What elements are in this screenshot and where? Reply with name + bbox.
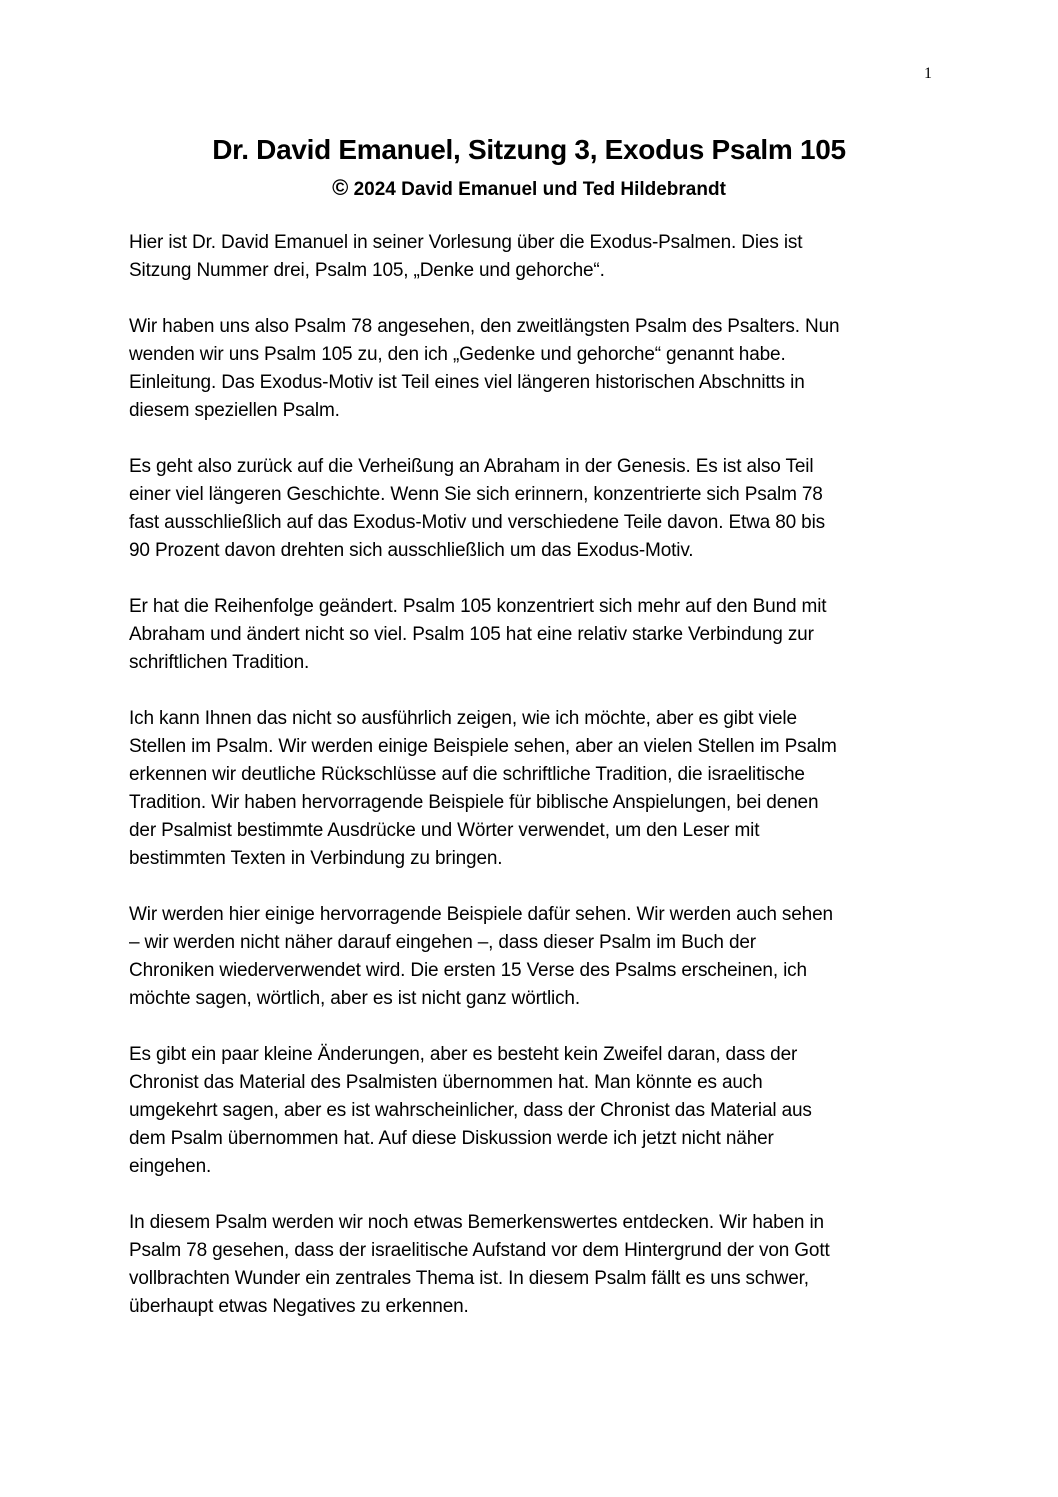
paragraph-line: Chronist das Material des Psalmisten übernommen hat. Man könnte es auch <box>129 1072 763 1093</box>
paragraph-line: Er hat die Reihenfolge geändert. Psalm 105 konzentriert sich mehr auf den Bund mit <box>129 596 827 617</box>
paragraph-line: Chroniken wiederverwendet wird. Die ersten 15 Verse des Psalms erscheinen, ich <box>129 960 807 981</box>
document-body <box>129 229 933 1349</box>
paragraph-line: Wir werden hier einige hervorragende Beispiele dafür sehen. Wir werden auch sehen <box>129 904 833 925</box>
paragraph-line: Psalm 78 gesehen, dass der israelitische Aufstand vor dem Hintergrund der von Gott <box>129 1240 830 1261</box>
paragraph-line: In diesem Psalm werden wir noch etwas Bemerkenswertes entdecken. Wir haben in <box>129 1212 824 1233</box>
paragraph-line: Einleitung. Das Exodus-Motiv ist Teil eines viel längeren historischen Abschnitts in <box>129 372 805 393</box>
paragraph-line: Tradition. Wir haben hervorragende Beispiele für biblische Anspielungen, bei denen <box>129 792 819 813</box>
copyright-line <box>0 174 1058 204</box>
copyright-text: 2024 David Emanuel und Ted Hildebrandt <box>348 179 726 200</box>
paragraph-line: Stellen im Psalm. Wir werden einige Beispiele sehen, aber an vielen Stellen im Psalm <box>129 736 837 757</box>
paragraph-line: der Psalmist bestimmte Ausdrücke und Wörter verwendet, um den Leser mit <box>129 820 760 841</box>
paragraph-line: Es geht also zurück auf die Verheißung an Abraham in der Genesis. Es ist also Teil <box>129 456 814 477</box>
paragraph-line: diesem speziellen Psalm. <box>129 400 340 421</box>
paragraph-line: wenden wir uns Psalm 105 zu, den ich „Gedenke und gehorche“ genannt habe. <box>129 344 786 365</box>
paragraph <box>129 593 933 677</box>
paragraph <box>129 453 933 565</box>
paragraph-line: schriftlichen Tradition. <box>129 652 310 673</box>
paragraph-line: bestimmten Texten in Verbindung zu bringen. <box>129 848 503 869</box>
paragraph-line: fast ausschließlich auf das Exodus-Motiv und verschiedene Teile davon. Etwa 80 bis <box>129 512 826 533</box>
paragraph-line: einer viel längeren Geschichte. Wenn Sie sich erinnern, konzentrierte sich Psalm 78 <box>129 484 823 505</box>
paragraph-line: Wir haben uns also Psalm 78 angesehen, den zweitlängsten Psalm des Psalters. Nun <box>129 316 840 337</box>
paragraph-line: möchte sagen, wörtlich, aber es ist nicht ganz wörtlich. <box>129 988 580 1009</box>
paragraph-line: erkennen wir deutliche Rückschlüsse auf die schriftliche Tradition, die israelitische <box>129 764 805 785</box>
paragraph-line: Ich kann Ihnen das nicht so ausführlich zeigen, wie ich möchte, aber es gibt viele <box>129 708 797 729</box>
paragraph-line: – wir werden nicht näher darauf eingehen –, dass dieser Psalm im Buch der <box>129 932 756 953</box>
paragraph-line: dem Psalm übernommen hat. Auf diese Diskussion werde ich jetzt nicht näher <box>129 1128 774 1149</box>
paragraph-line: Sitzung Nummer drei, Psalm 105, „Denke und gehorche“. <box>129 260 605 281</box>
paragraph-line: eingehen. <box>129 1156 212 1177</box>
paragraph <box>129 229 933 285</box>
paragraph-line: Hier ist Dr. David Emanuel in seiner Vorlesung über die Exodus-Psalmen. Dies ist <box>129 232 803 253</box>
paragraph <box>129 705 933 873</box>
paragraph-line: vollbrachten Wunder ein zentrales Thema ist. In diesem Psalm fällt es uns schwer, <box>129 1268 809 1289</box>
paragraph-line: umgekehrt sagen, aber es ist wahrscheinlicher, dass der Chronist das Material aus <box>129 1100 812 1121</box>
page-number: 1 <box>924 65 932 82</box>
paragraph <box>129 901 933 1013</box>
paragraph-line: Abraham und ändert nicht so viel. Psalm 105 hat eine relativ starke Verbindung zur <box>129 624 814 645</box>
paragraph <box>129 1209 933 1321</box>
page-title: Dr. David Emanuel, Sitzung 3, Exodus Psalm 105 <box>212 134 846 165</box>
paragraph <box>129 313 933 425</box>
paragraph-line: überhaupt etwas Negatives zu erkennen. <box>129 1296 469 1317</box>
copyright-symbol: © <box>332 175 349 200</box>
paragraph <box>129 1041 933 1181</box>
paragraph-line: 90 Prozent davon drehten sich ausschließlich um das Exodus-Motiv. <box>129 540 694 561</box>
paragraph-line: Es gibt ein paar kleine Änderungen, aber es besteht kein Zweifel daran, dass der <box>129 1044 798 1065</box>
